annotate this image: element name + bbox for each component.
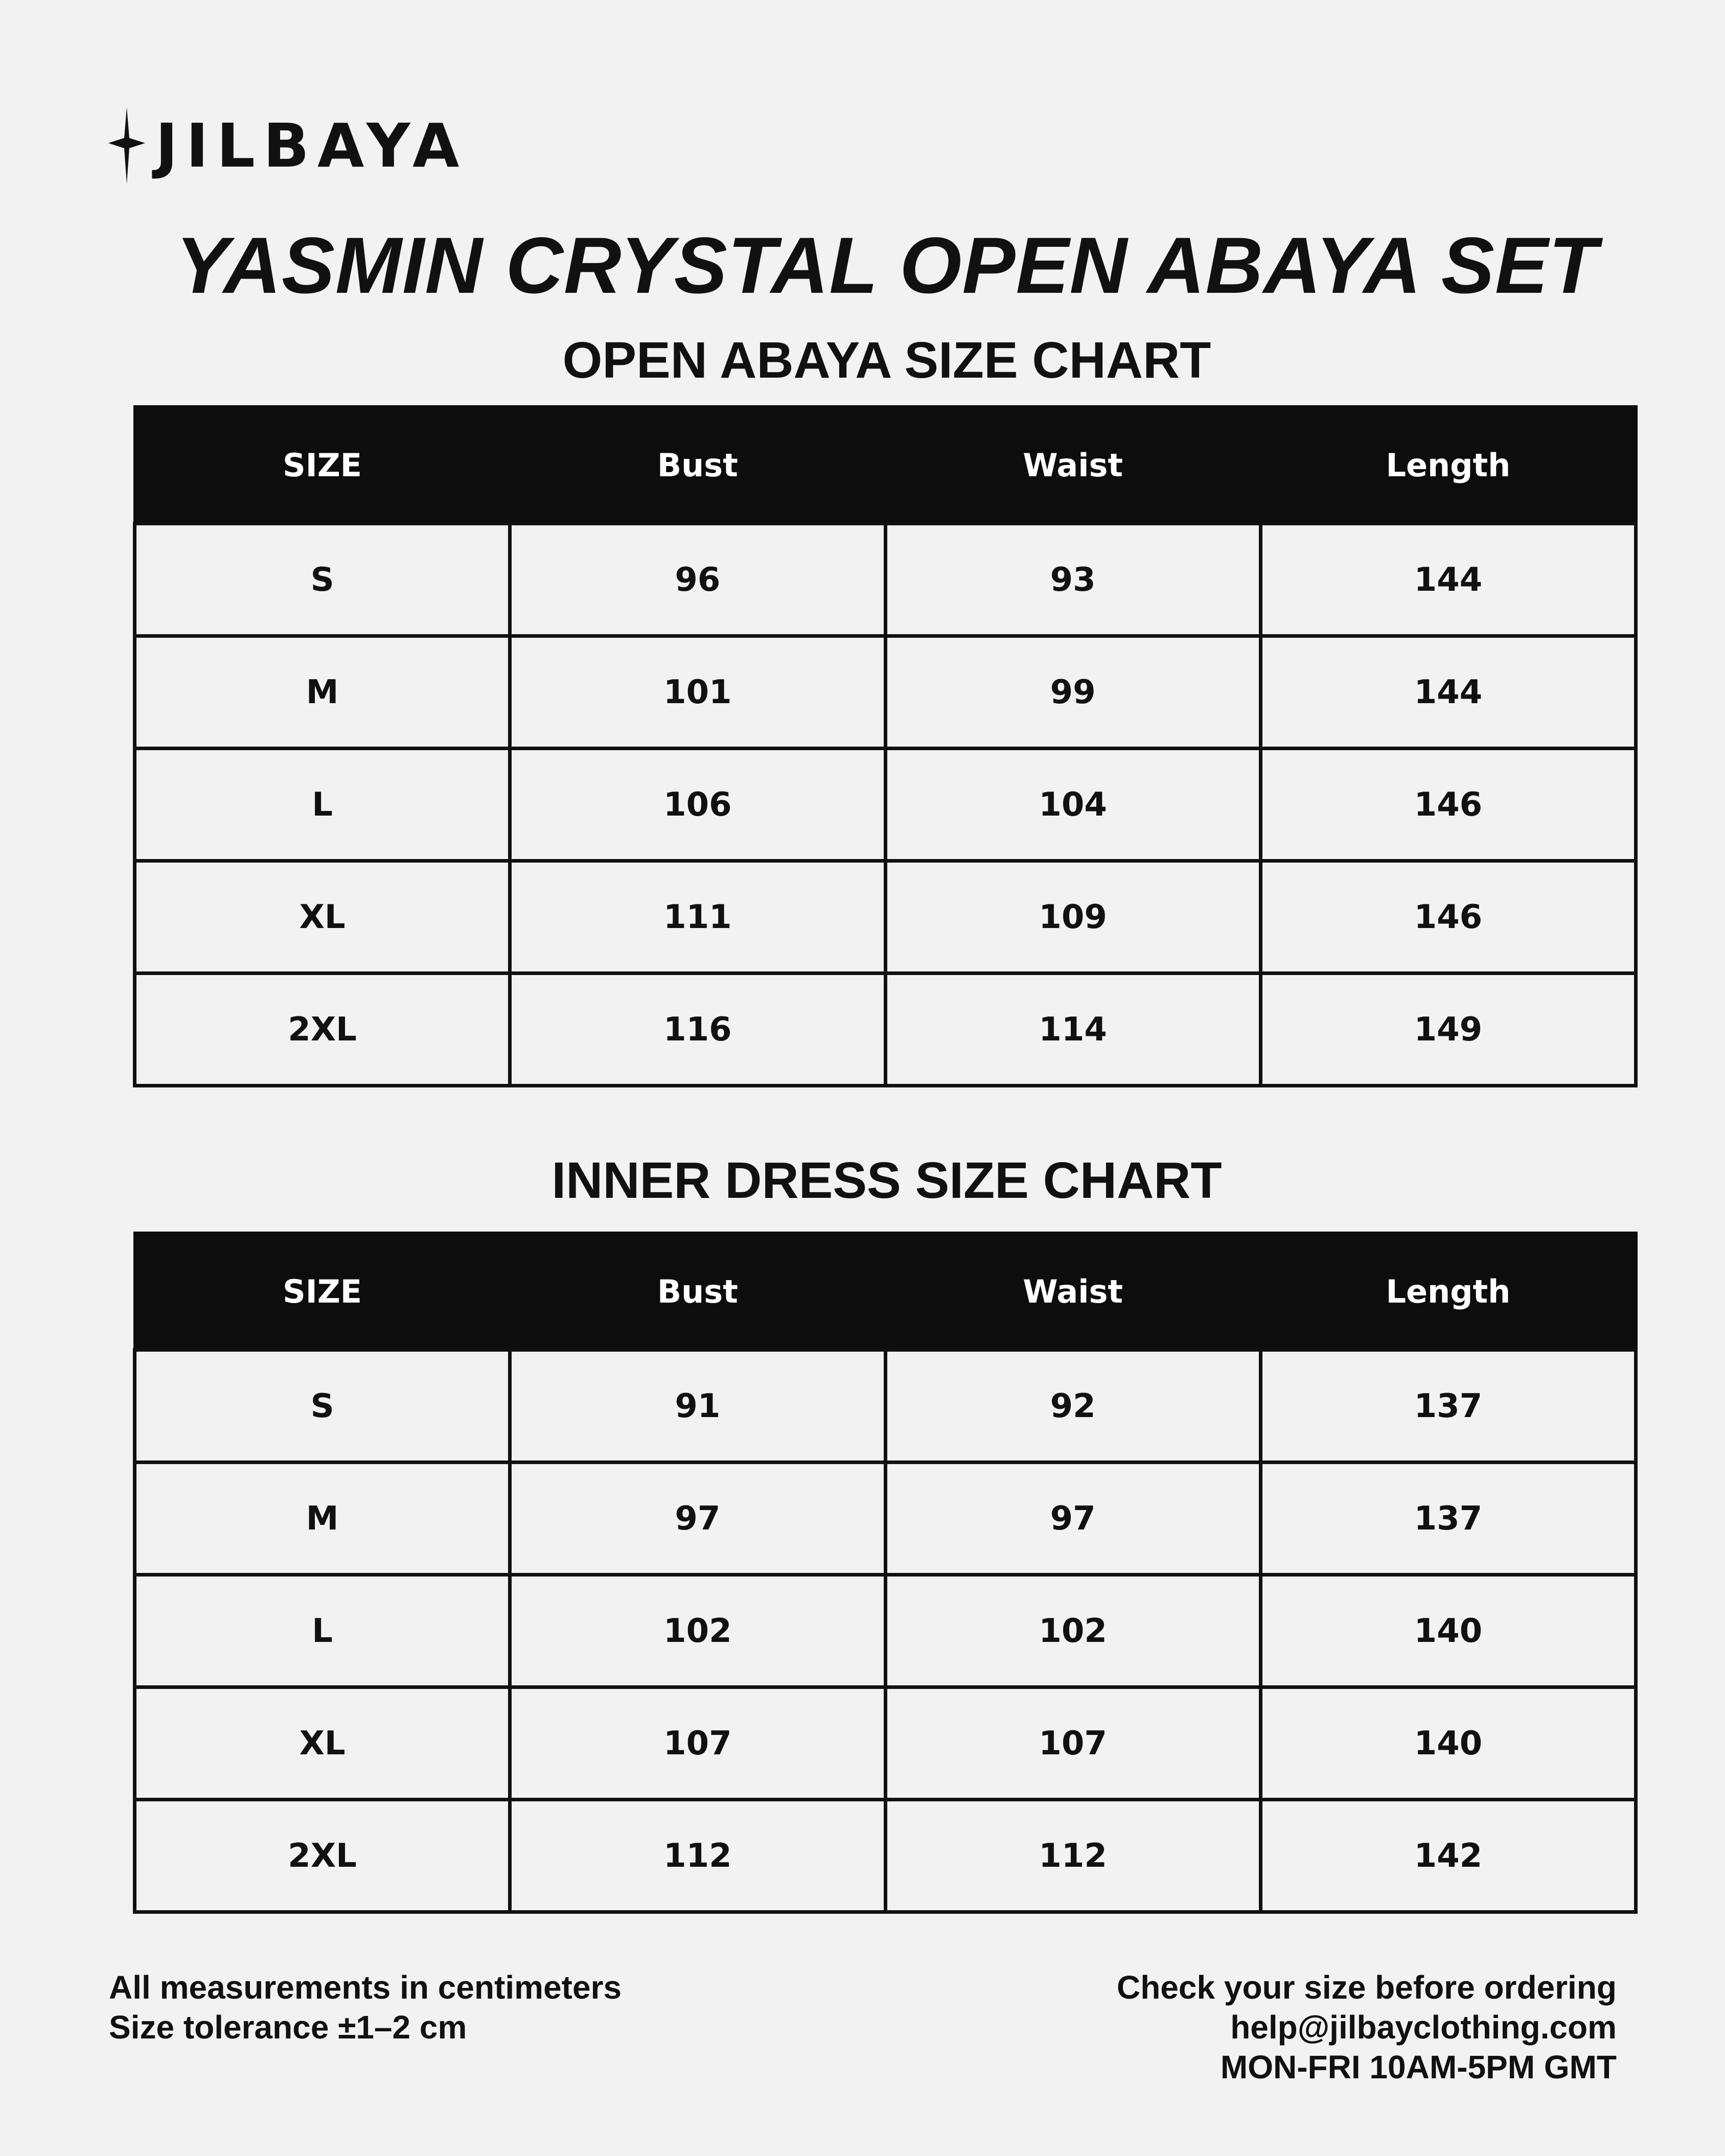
header-size: SIZE (135, 1233, 510, 1350)
cell-length: 140 (1260, 1575, 1636, 1687)
cell-size: L (135, 749, 510, 861)
inner-dress-size-table (133, 1232, 1638, 1914)
cell-size: XL (135, 861, 510, 973)
table-header-row (135, 407, 1636, 524)
cell-size: 2XL (135, 973, 510, 1086)
cell-bust: 102 (510, 1575, 885, 1687)
cell-size: L (135, 1575, 510, 1687)
cell-size: XL (135, 1687, 510, 1800)
header-size: SIZE (135, 407, 510, 524)
cell-waist: 93 (885, 524, 1260, 636)
cell-waist: 97 (885, 1463, 1260, 1575)
cell-bust: 116 (510, 973, 885, 1086)
cell-bust: 101 (510, 636, 885, 749)
cell-bust: 112 (510, 1800, 885, 1912)
four-point-star-icon (108, 107, 145, 184)
cell-length: 142 (1260, 1800, 1636, 1912)
cell-length: 144 (1260, 636, 1636, 749)
cell-size: M (135, 1463, 510, 1575)
cell-waist: 99 (885, 636, 1260, 749)
cell-bust: 91 (510, 1350, 885, 1463)
cell-bust: 107 (510, 1687, 885, 1800)
table-row (135, 1350, 1636, 1463)
table-row (135, 973, 1636, 1086)
cell-waist: 109 (885, 861, 1260, 973)
units-note: All measurements in centimeters (109, 1969, 622, 2006)
cell-length: 137 (1260, 1463, 1636, 1575)
support-hours: MON-FRI 10AM-5PM GMT (1220, 2049, 1617, 2085)
header-waist: Waist (885, 1233, 1260, 1350)
table-row (135, 636, 1636, 749)
cell-length: 144 (1260, 524, 1636, 636)
cell-length: 146 (1260, 749, 1636, 861)
size-check-note: Check your size before ordering (1116, 1969, 1617, 2006)
page-title: YASMIN CRYSTAL OPEN ABAYA SET (175, 221, 1598, 310)
header-bust: Bust (510, 1233, 885, 1350)
header-length: Length (1260, 1233, 1636, 1350)
cell-waist: 102 (885, 1575, 1260, 1687)
inner-dress-chart-title: INNER DRESS SIZE CHART (551, 1152, 1222, 1209)
table-row (135, 749, 1636, 861)
cell-size: 2XL (135, 1800, 510, 1912)
cell-bust: 97 (510, 1463, 885, 1575)
contact-info (1117, 1967, 1617, 2087)
cell-waist: 104 (885, 749, 1260, 861)
cell-waist: 112 (885, 1800, 1260, 1912)
cell-bust: 96 (510, 524, 885, 636)
header-waist: Waist (885, 407, 1260, 524)
cell-size: M (135, 636, 510, 749)
table-row (135, 1800, 1636, 1912)
table-row (135, 1463, 1636, 1575)
cell-length: 146 (1260, 861, 1636, 973)
header-length: Length (1260, 407, 1636, 524)
cell-length: 140 (1260, 1687, 1636, 1800)
cell-waist: 114 (885, 973, 1260, 1086)
tolerance-note: Size tolerance ±1–2 cm (109, 2009, 467, 2046)
cell-length: 137 (1260, 1350, 1636, 1463)
table-row (135, 524, 1636, 636)
open-abaya-size-table (133, 405, 1638, 1087)
brand-name: JILBAYA (155, 110, 468, 181)
measurement-notes (109, 1967, 622, 2047)
cell-waist: 107 (885, 1687, 1260, 1800)
support-email: help@jilbayclothing.com (1230, 2009, 1617, 2046)
table-header-row (135, 1233, 1636, 1350)
table-row (135, 1687, 1636, 1800)
cell-length: 149 (1260, 973, 1636, 1086)
header-bust: Bust (510, 407, 885, 524)
cell-bust: 106 (510, 749, 885, 861)
cell-size: S (135, 524, 510, 636)
cell-waist: 92 (885, 1350, 1260, 1463)
brand-logo (108, 107, 467, 184)
table-row (135, 1575, 1636, 1687)
cell-bust: 111 (510, 861, 885, 973)
open-abaya-chart-title: OPEN ABAYA SIZE CHART (562, 332, 1211, 389)
cell-size: S (135, 1350, 510, 1463)
table-row (135, 861, 1636, 973)
